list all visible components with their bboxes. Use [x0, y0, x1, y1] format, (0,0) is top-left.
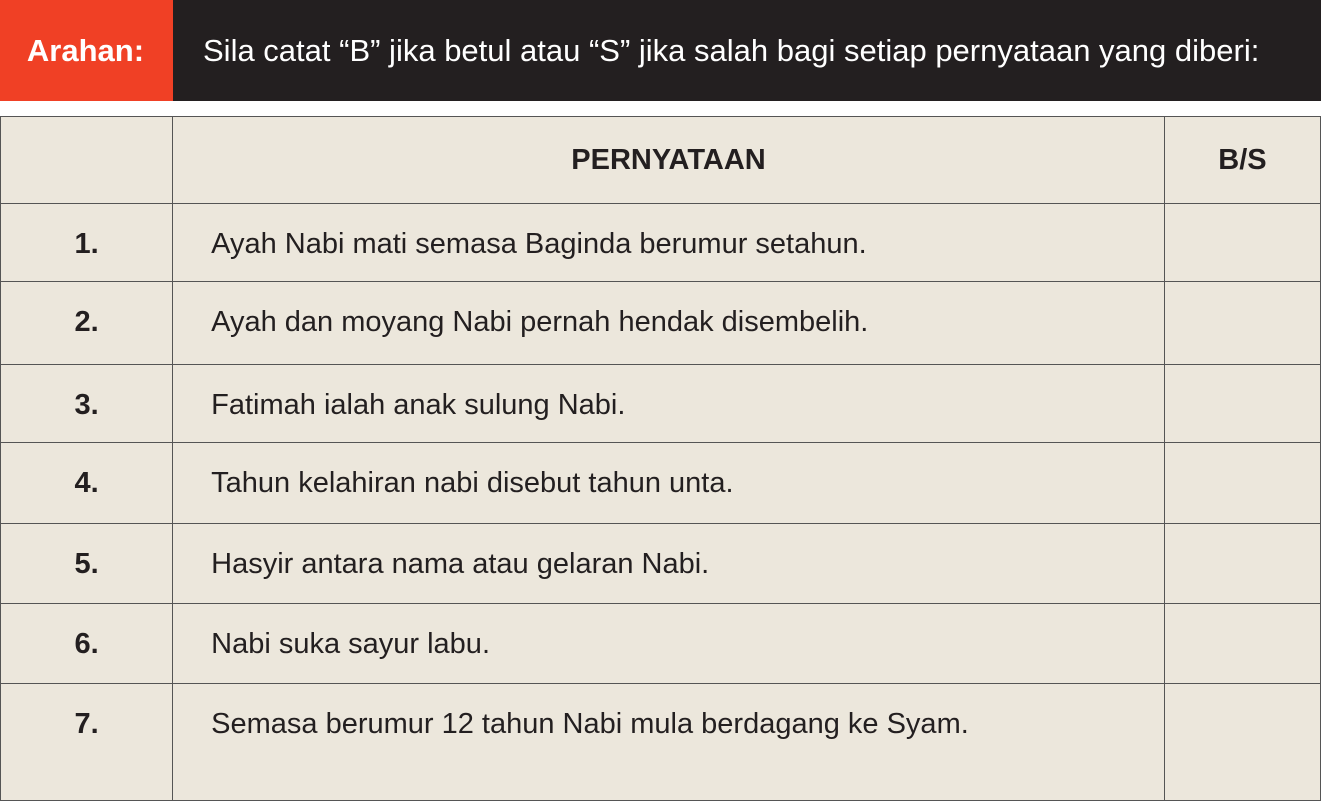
table-row: [1, 364, 1321, 442]
answer-cell[interactable]: [1164, 684, 1320, 801]
row-number: 5.: [1, 523, 173, 603]
row-number: 1.: [1, 204, 173, 282]
row-number: 7.: [1, 684, 173, 801]
answer-cell[interactable]: [1164, 282, 1320, 364]
row-statement: Ayah Nabi mati semasa Baginda berumur setahun.: [173, 204, 1165, 282]
answer-cell[interactable]: [1164, 603, 1320, 683]
table-row: [1, 603, 1321, 683]
instruction-text: Sila catat “B” jika betul atau “S” jika salah bagi setiap pernyataan yang diberi:: [173, 0, 1321, 101]
column-header-statement: PERNYATAAN: [173, 117, 1165, 204]
row-statement: Fatimah ialah anak sulung Nabi.: [173, 364, 1165, 442]
answer-cell[interactable]: [1164, 523, 1320, 603]
answer-cell[interactable]: [1164, 204, 1320, 282]
answer-cell[interactable]: [1164, 364, 1320, 442]
row-statement: Hasyir antara nama atau gelaran Nabi.: [173, 523, 1165, 603]
instruction-header: [0, 0, 1321, 101]
row-statement: Nabi suka sayur labu.: [173, 603, 1165, 683]
instruction-label: Arahan:: [0, 0, 173, 101]
row-number: 4.: [1, 443, 173, 523]
row-statement: Ayah dan moyang Nabi pernah hendak disembelih.: [173, 282, 1165, 364]
row-number: 6.: [1, 603, 173, 683]
row-statement: Tahun kelahiran nabi disebut tahun unta.: [173, 443, 1165, 523]
table-row: [1, 282, 1321, 364]
column-header-answer: B/S: [1164, 117, 1320, 204]
table-row: [1, 204, 1321, 282]
row-statement: Semasa berumur 12 tahun Nabi mula berdagang ke Syam.: [173, 684, 1165, 801]
row-number: 3.: [1, 364, 173, 442]
table-row: [1, 443, 1321, 523]
answer-cell[interactable]: [1164, 443, 1320, 523]
row-number: 2.: [1, 282, 173, 364]
table-row: [1, 684, 1321, 801]
column-header-number: [1, 117, 173, 204]
statement-table: [0, 116, 1321, 801]
table-header-row: [1, 117, 1321, 204]
table-row: [1, 523, 1321, 603]
